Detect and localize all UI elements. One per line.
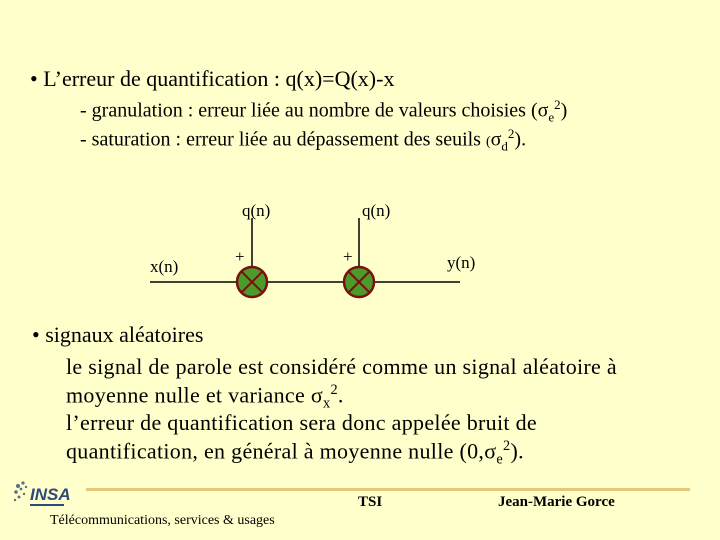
- paragraph-line-2: [66, 382, 344, 413]
- paragraph-line-4: [66, 438, 524, 469]
- plus-sign-right: +: [343, 247, 353, 266]
- adder-node-right: [344, 267, 374, 297]
- plus-sign-left: +: [235, 247, 245, 266]
- superscript-2: 2: [507, 126, 515, 141]
- footer-course: TSI: [358, 494, 383, 510]
- open-paren: (: [485, 134, 491, 150]
- adder-node-left: [237, 267, 267, 297]
- subscript-d: d: [501, 138, 508, 154]
- paragraph-line-3: l’erreur de quantification sera donc appelée bruit de: [66, 410, 537, 435]
- sigma-symbol: σ: [537, 99, 549, 122]
- period: .: [337, 382, 344, 408]
- granulation-text: - granulation : erreur liée au nombre de valeurs choisies (: [80, 99, 538, 122]
- subscript-e: e: [496, 451, 504, 468]
- superscript-2: 2: [330, 382, 338, 398]
- paragraph-line-1: le signal de parole est considéré comme un signal aléatoire à: [66, 354, 617, 379]
- sigma-symbol: σ: [484, 438, 497, 464]
- mean-text: quantification, en général à moyenne nulle (0,: [66, 438, 485, 464]
- superscript-2: 2: [503, 438, 511, 454]
- bullet-random-signals: [32, 322, 203, 348]
- bullet-marker: •: [30, 66, 38, 91]
- x-input-label: x(n): [150, 257, 179, 276]
- bullet-title: signaux aléatoires: [45, 322, 204, 347]
- q-label-right: q(n): [362, 201, 391, 220]
- footer-rule: [86, 488, 690, 491]
- subscript-x: x: [322, 395, 331, 412]
- close-paren: ).: [510, 438, 524, 464]
- insa-logo: [12, 478, 86, 512]
- sigma-symbol: σ: [310, 382, 323, 408]
- q-label-left: q(n): [242, 201, 271, 220]
- bullet-marker: •: [32, 322, 40, 347]
- close-paren: ): [560, 99, 568, 122]
- variance-text: moyenne nulle et variance: [66, 382, 311, 408]
- y-output-label: y(n): [447, 253, 476, 272]
- sigma-symbol: σ: [490, 128, 502, 151]
- footer-author: Jean-Marie Gorce: [498, 494, 615, 510]
- subscript-e: e: [548, 109, 555, 125]
- bullet-title: L’erreur de quantification : q(x)=Q(x)-x: [43, 66, 395, 91]
- logo-lettering: INSA: [30, 485, 71, 504]
- footer-department: Télécommunications, services & usages: [50, 513, 275, 528]
- saturation-text: - saturation : erreur liée au dépassement des seuils: [80, 128, 486, 151]
- superscript-2: 2: [554, 97, 561, 112]
- close-paren: ).: [514, 128, 527, 151]
